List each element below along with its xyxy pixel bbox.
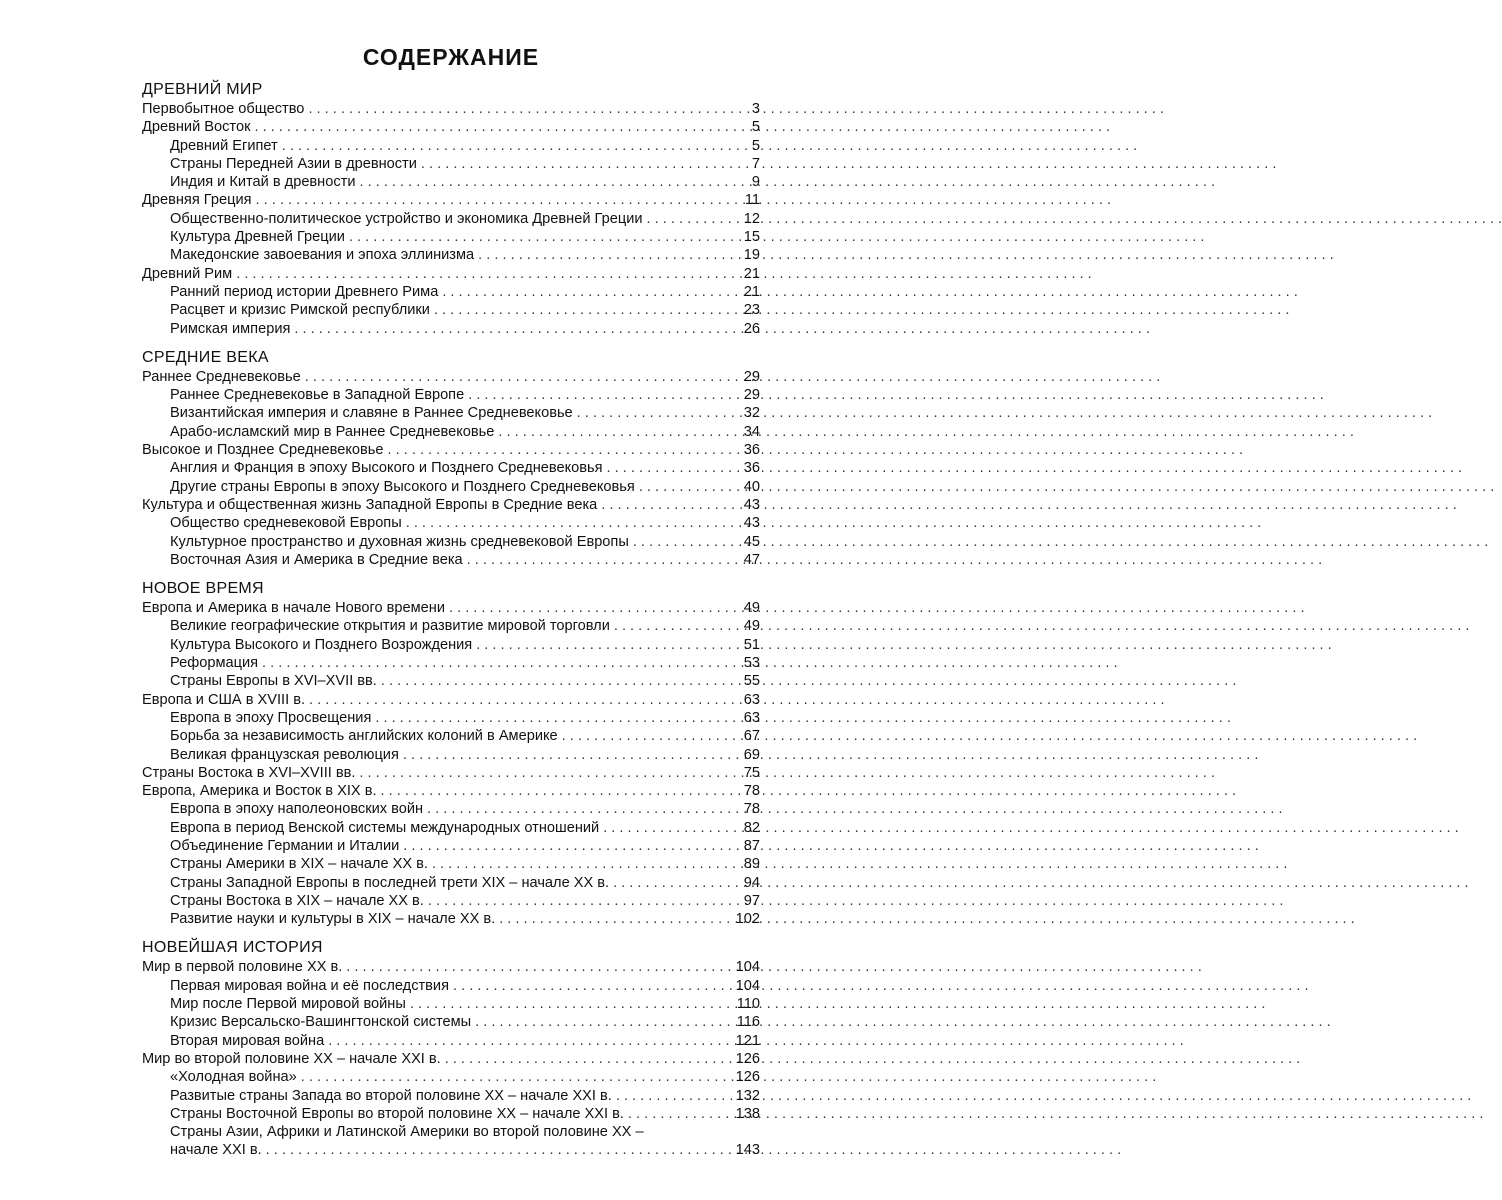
toc-subentry[interactable] — [142, 283, 760, 301]
toc-entry[interactable] — [142, 100, 760, 118]
dot-leader — [616, 1087, 732, 1105]
toc-subentry[interactable] — [142, 617, 760, 635]
page-number: 82 — [743, 819, 760, 836]
dot-leader — [478, 246, 738, 264]
toc-subentry[interactable] — [142, 246, 760, 264]
entry-title: Древний Восток — [142, 119, 251, 136]
toc-subentry[interactable] — [142, 1013, 760, 1031]
dot-leader — [613, 874, 738, 892]
toc-entry[interactable] — [142, 764, 760, 782]
toc-subentry[interactable] — [142, 672, 760, 690]
toc-entry[interactable] — [142, 691, 760, 709]
dot-leader — [349, 228, 738, 246]
page-number: 97 — [743, 892, 760, 909]
dot-leader — [403, 837, 738, 855]
entry-title: Первая мировая война и её последствия — [170, 977, 449, 994]
dot-leader — [406, 514, 738, 532]
dot-leader — [449, 599, 738, 617]
toc-section — [142, 80, 760, 338]
page-number: 32 — [743, 405, 760, 422]
page-number: 116 — [736, 1014, 760, 1031]
entry-title: Европа в эпоху Просвещения — [170, 709, 372, 726]
entry-title: Восточная Азия и Америка в Средние века — [170, 551, 463, 568]
entry-title: Объединение Германии и Италии — [170, 837, 400, 854]
toc-entry[interactable] — [142, 1050, 760, 1068]
entry-title: Европа и Америка в начале Нового времени — [142, 600, 445, 617]
dot-leader — [434, 301, 738, 319]
entry-title: Мир после Первой мировой войны — [170, 996, 406, 1013]
toc-entry[interactable] — [142, 496, 760, 514]
dot-leader — [577, 404, 738, 422]
entry-title: Великая французская революция — [170, 746, 399, 763]
toc-subentry[interactable] — [142, 874, 760, 892]
entry-title: Великие географические открытия и развитие мировой торговли — [170, 618, 610, 635]
entry-title: Культура и общественная жизнь Западной Европы в Средние века — [142, 496, 598, 513]
toc-subentry[interactable] — [142, 386, 760, 404]
page-number: 29 — [743, 368, 760, 385]
page-number: 5 — [751, 119, 760, 136]
page-number: 5 — [751, 137, 760, 154]
toc-entry[interactable] — [142, 782, 760, 800]
entry-title: Арабо-исламский мир в Раннее Средневековье — [170, 423, 495, 440]
page-number: 43 — [743, 515, 760, 532]
dot-leader — [467, 551, 738, 569]
entry-title: Страны Азии, Африки и Латинской Америки во второй половине XX – — [170, 1124, 644, 1141]
dot-leader — [305, 368, 738, 386]
toc-subentry[interactable] — [142, 995, 760, 1013]
toc-subentry[interactable] — [142, 1105, 760, 1123]
dot-leader — [410, 995, 733, 1013]
toc-subentry[interactable] — [142, 855, 760, 873]
toc-subentry[interactable] — [142, 977, 760, 995]
entry-title: Реформация — [170, 655, 259, 672]
dot-leader — [427, 800, 738, 818]
entry-title: Европа, Америка и Восток в XIX в. — [142, 783, 377, 800]
entry-title: Расцвет и кризис Римской республики — [170, 302, 430, 319]
page-number: 132 — [735, 1087, 760, 1104]
toc-subentry[interactable] — [142, 459, 760, 477]
entry-title: Европа в эпоху наполеоновских войн — [170, 801, 424, 818]
dot-leader — [262, 654, 738, 672]
dot-leader — [236, 265, 738, 283]
toc-subentry[interactable] — [142, 1068, 760, 1086]
entry-title: Культурное пространство и духовная жизнь средневековой Европы — [170, 533, 629, 550]
page-number: 40 — [743, 478, 760, 495]
entry-title: Страны Восточной Европы во второй половине XX – начале XXI в. — [170, 1105, 624, 1122]
page-number: 34 — [743, 423, 760, 440]
page-number: 23 — [743, 302, 760, 319]
entry-title: Первобытное общество — [142, 101, 305, 117]
toc-subentry[interactable] — [142, 819, 760, 837]
entry-title: Вторая мировая война — [170, 1032, 325, 1049]
table-of-contents — [142, 80, 760, 1160]
page-number: 36 — [743, 460, 760, 477]
page-number: 121 — [735, 1032, 760, 1049]
dot-leader — [562, 727, 738, 745]
toc-subentry[interactable] — [142, 1141, 760, 1159]
toc-subentry[interactable] — [142, 423, 760, 441]
entry-title: Страны Европы в XVI–XVII вв. — [170, 673, 377, 690]
page-number: 110 — [736, 996, 760, 1013]
page-number: 126 — [735, 1069, 760, 1086]
toc-subentry[interactable] — [142, 654, 760, 672]
toc-subentry[interactable] — [142, 746, 760, 764]
dot-leader — [381, 672, 738, 690]
dot-leader — [346, 958, 731, 976]
entry-title: Страны Америки в XIX – начале XX в. — [170, 856, 428, 873]
toc-section — [142, 579, 760, 928]
dot-leader — [256, 191, 738, 209]
toc-entry[interactable] — [142, 441, 760, 459]
entry-title: Культура Высокого и Позднего Возрождения — [170, 636, 473, 653]
dot-leader — [266, 1141, 732, 1159]
toc-subentry[interactable] — [142, 892, 760, 910]
entry-title: Мир в первой половине XX в. — [142, 959, 343, 976]
page-number: 53 — [743, 655, 760, 672]
entry-title: Страны Передней Азии в древности — [170, 155, 417, 172]
toc-subentry[interactable] — [142, 709, 760, 727]
dot-leader — [628, 1105, 732, 1123]
dot-leader — [254, 118, 738, 136]
dot-leader — [639, 478, 738, 496]
page-number: 26 — [743, 320, 760, 337]
toc-entry[interactable] — [142, 958, 760, 976]
page-number: 89 — [743, 856, 760, 873]
page-number: 94 — [743, 874, 760, 891]
entry-title: Борьба за независимость английских колоний в Америке — [170, 728, 558, 745]
page-number: 45 — [743, 533, 760, 550]
dot-leader — [432, 855, 738, 873]
section-title: СРЕДНИЕ ВЕКА — [142, 348, 269, 366]
toc-subentry[interactable] — [142, 514, 760, 532]
toc-subentry[interactable] — [142, 210, 760, 228]
section-title: НОВОЕ ВРЕМЯ — [142, 580, 264, 598]
page-number: 9 — [751, 174, 760, 191]
page-number: 143 — [735, 1142, 760, 1159]
page-number: 49 — [743, 600, 760, 617]
entry-title: Мир во второй половине XX – начале XXI в. — [142, 1050, 441, 1067]
dot-leader — [301, 1068, 732, 1086]
dot-leader — [388, 441, 738, 459]
page-number: 67 — [743, 728, 760, 745]
dot-leader — [282, 137, 738, 155]
dot-leader — [601, 496, 738, 514]
toc-subentry[interactable] — [142, 533, 760, 551]
entry-title: Страны Западной Европы в последней трети XIX – начале XX в. — [170, 874, 610, 891]
toc-subentry[interactable] — [142, 404, 760, 422]
dot-leader — [309, 691, 738, 709]
entry-title: «Холодная война» — [170, 1069, 297, 1086]
page-number: 12 — [743, 210, 760, 227]
entry-title: Страны Востока в XVI–XVIII вв. — [142, 764, 356, 781]
page-number: 104 — [735, 959, 760, 976]
toc-entry[interactable] — [142, 265, 760, 283]
dot-leader — [633, 533, 738, 551]
dot-leader — [359, 764, 738, 782]
entry-title: Македонские завоевания и эпоха эллинизма — [170, 247, 475, 264]
entry-title: Византийская империя и славяне в Раннее Средневековье — [170, 405, 573, 422]
page-number: 15 — [743, 229, 760, 246]
entry-title: Англия и Франция в эпоху Высокого и Позднего Средневековья — [170, 460, 603, 477]
entry-title: Европа и США в XVIII в. — [142, 691, 306, 708]
dot-leader — [468, 386, 738, 404]
page-number: 51 — [743, 636, 760, 653]
toc-subentry[interactable] — [142, 910, 760, 928]
entry-title: Ранний период истории Древнего Рима — [170, 283, 439, 300]
dot-leader — [607, 459, 738, 477]
page-number: 7 — [751, 155, 760, 172]
toc-subentry[interactable] — [142, 837, 760, 855]
dot-leader — [445, 1050, 732, 1068]
dot-leader — [647, 210, 738, 228]
toc-entry[interactable] — [142, 191, 760, 209]
dot-leader — [421, 155, 738, 173]
page-number: 87 — [743, 837, 760, 854]
dot-leader — [308, 100, 738, 118]
toc-subentry[interactable] — [142, 478, 760, 496]
entry-title: Развитие науки и культуры в XIX – начале XX в. — [170, 911, 496, 928]
dot-leader — [442, 283, 738, 301]
toc-subentry[interactable] — [142, 320, 760, 338]
entry-title: Другие страны Европы в эпоху Высокого и Позднего Средневековья — [170, 478, 635, 495]
toc-subentry[interactable] — [142, 636, 760, 654]
dot-leader — [294, 320, 738, 338]
toc-subentry[interactable] — [142, 301, 760, 319]
page-number: 63 — [743, 691, 760, 708]
dot-leader — [403, 746, 738, 764]
page-number: 126 — [735, 1050, 760, 1067]
entry-title: Общественно-политическое устройство и экономика Древней Греции — [170, 210, 643, 227]
entry-title: начале XXI в. — [170, 1142, 262, 1159]
page-number: 36 — [743, 442, 760, 459]
dot-leader — [328, 1032, 731, 1050]
toc-subentry[interactable] — [142, 800, 760, 818]
page-title: СОДЕРЖАНИЕ — [362, 44, 540, 70]
section-title: ДРЕВНИЙ МИР — [142, 81, 263, 98]
dot-leader — [453, 977, 732, 995]
page-number: 47 — [743, 551, 760, 568]
dot-leader — [498, 423, 738, 441]
entry-title: Кризис Версальско-Вашингтонской системы — [170, 1014, 472, 1031]
dot-leader — [381, 782, 739, 800]
toc-subentry[interactable] — [142, 551, 760, 569]
toc-subentry[interactable] — [142, 228, 760, 246]
entry-title: Высокое и Позднее Средневековье — [142, 442, 384, 459]
page-number: 21 — [743, 283, 760, 300]
page-number: 21 — [743, 265, 760, 282]
dot-leader — [476, 636, 738, 654]
entry-title: Культура Древней Греции — [170, 229, 345, 246]
entry-title: Древний Рим — [142, 265, 233, 282]
dot-leader — [375, 709, 738, 727]
toc-subentry[interactable] — [142, 155, 760, 173]
entry-title: Древняя Греция — [142, 192, 252, 209]
toc-subentry[interactable] — [142, 1087, 760, 1105]
page-number: 69 — [743, 746, 760, 763]
page-number: 138 — [735, 1105, 760, 1122]
entry-title: Римская империя — [170, 320, 291, 337]
page-number: 55 — [743, 673, 760, 690]
entry-title: Развитые страны Запада во второй половине XX – начале XXI в. — [170, 1087, 612, 1104]
section-title: НОВЕЙШАЯ ИСТОРИЯ — [142, 939, 323, 957]
toc-subentry[interactable] — [142, 1123, 760, 1141]
page-number: 19 — [743, 247, 760, 264]
toc-subentry[interactable] — [142, 727, 760, 745]
page-number: 104 — [735, 977, 760, 994]
entry-title: Раннее Средневековье в Западной Европе — [170, 387, 465, 404]
page-number: 29 — [743, 387, 760, 404]
toc-section — [142, 938, 760, 1159]
dot-leader — [614, 617, 738, 635]
toc-entry[interactable] — [142, 368, 760, 386]
page-number: 49 — [743, 618, 760, 635]
entry-title: Индия и Китай в древности — [170, 174, 356, 191]
entry-title: Страны Востока в XIX – начале XX в. — [170, 892, 424, 909]
page-number: 63 — [743, 709, 760, 726]
dot-leader — [499, 910, 731, 928]
toc-section — [142, 348, 760, 569]
entry-title: Общество средневековой Европы — [170, 515, 402, 532]
toc-subentry[interactable] — [142, 173, 760, 191]
dot-leader — [360, 173, 739, 191]
page-number: 43 — [743, 496, 760, 513]
page-number: 75 — [743, 764, 760, 781]
toc-subentry[interactable] — [142, 137, 760, 155]
page-number: 78 — [743, 801, 760, 818]
toc-entry[interactable] — [142, 599, 760, 617]
page-number: 11 — [744, 192, 760, 209]
entry-title: Европа в период Венской системы международных отношений — [170, 819, 600, 836]
toc-subentry[interactable] — [142, 1032, 760, 1050]
page-number: 102 — [735, 911, 760, 928]
dot-leader — [603, 819, 738, 837]
toc-entry[interactable] — [142, 118, 760, 136]
entry-title: Древний Египет — [170, 137, 278, 154]
page-number: 78 — [743, 783, 760, 800]
entry-title: Раннее Средневековье — [142, 368, 301, 385]
dot-leader — [475, 1013, 733, 1031]
page-number: 3 — [751, 101, 760, 117]
dot-leader — [428, 892, 738, 910]
